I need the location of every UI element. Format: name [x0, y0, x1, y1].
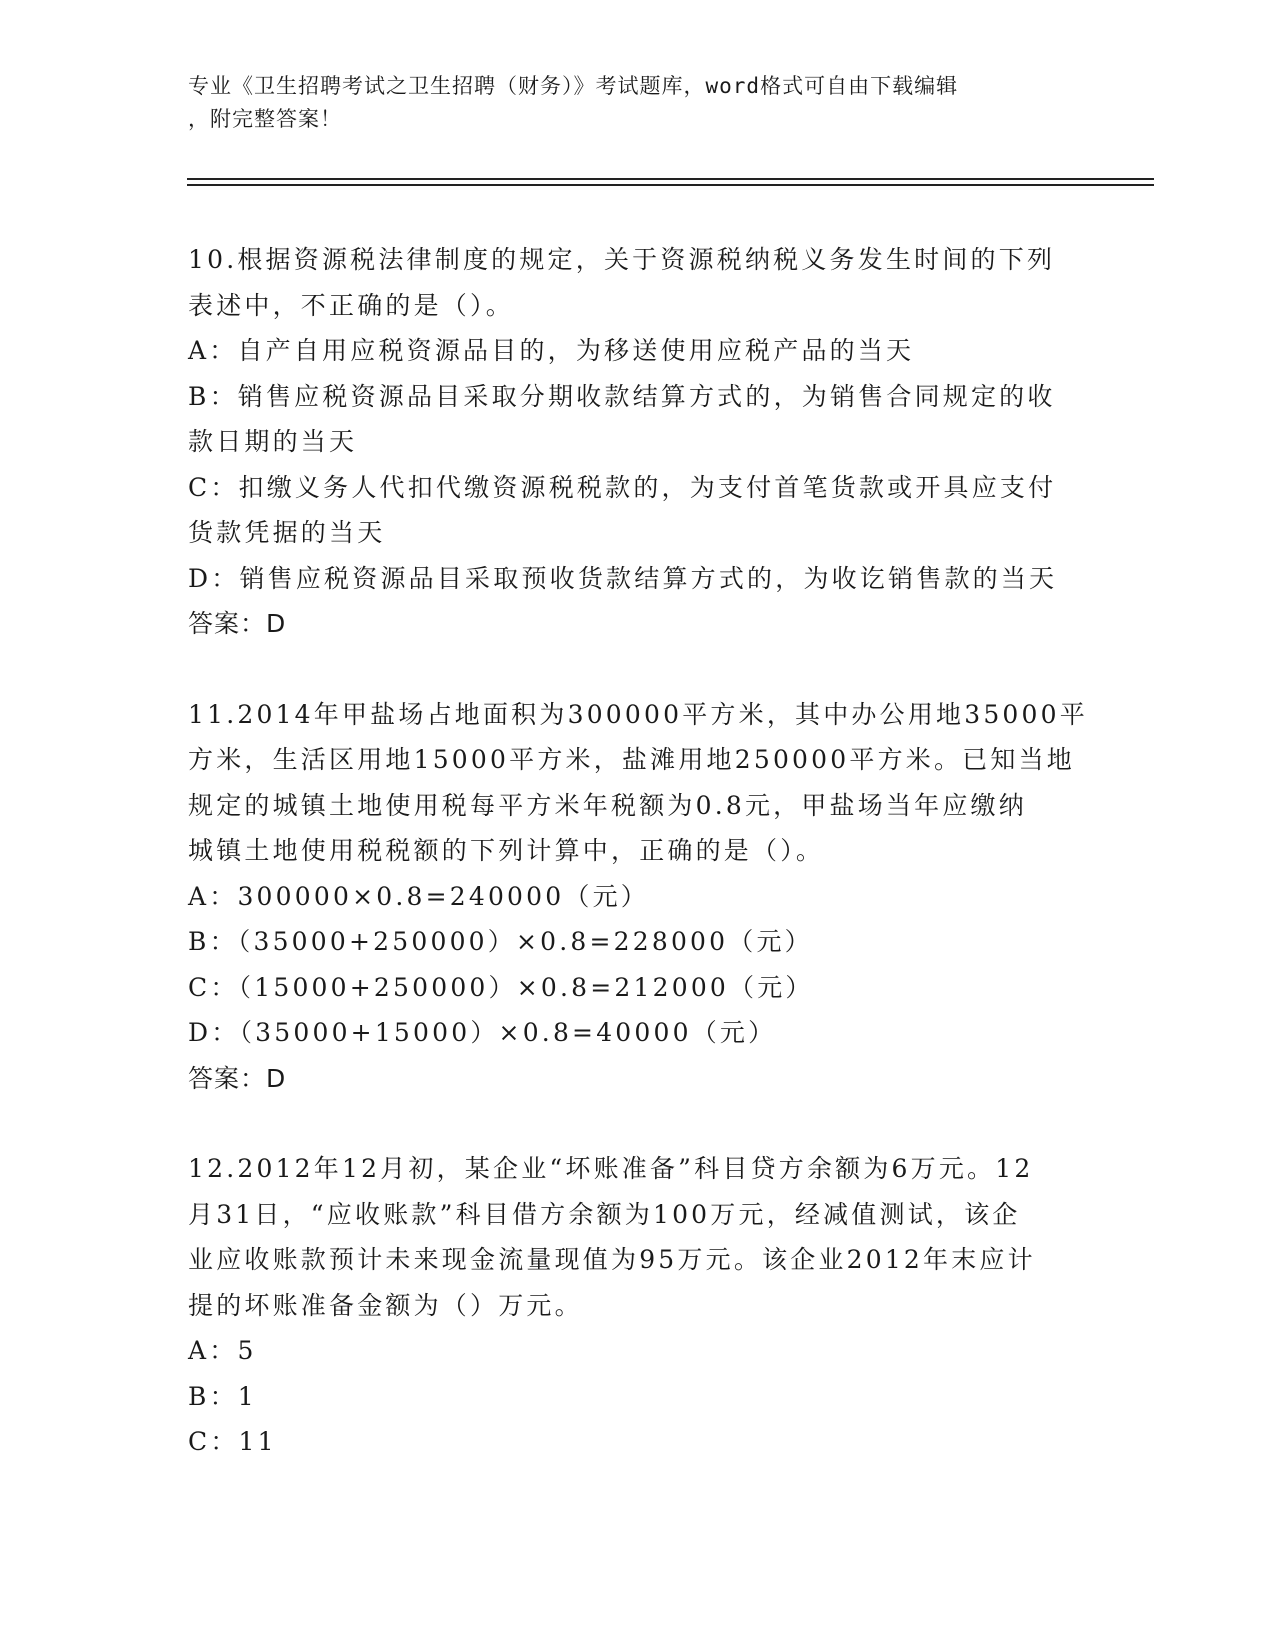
question-stem-line: 月31日，“应收账款”科目借方余额为100万元，经减值测试，该企	[188, 1199, 1021, 1229]
question-stem-line: 提的坏账准备金额为（）万元。	[188, 1290, 583, 1320]
option-a: A：300000×0.8=240000（元）	[188, 881, 649, 911]
question-stem-line: 方米，生活区用地15000平方米，盐滩用地250000平方米。已知当地	[188, 745, 1075, 774]
question-block	[188, 237, 1108, 647]
answer-label: 答案：D	[188, 1063, 287, 1093]
question-list	[188, 237, 1108, 1465]
question-stem-line: 表述中，不正确的是（）。	[188, 290, 514, 320]
question-stem-line: 11.2014年甲盐场占地面积为300000平方米，其中办公用地35000平	[188, 699, 1088, 729]
question-stem-line: 规定的城镇土地使用税每平方米年税额为0.8元，甲盐场当年应缴纳	[188, 790, 1027, 820]
question-block	[188, 1146, 1108, 1465]
option-b: B：1	[188, 1381, 257, 1411]
header-rule-top	[187, 178, 1154, 180]
question-spacer	[188, 1101, 1108, 1146]
option-c: C：（15000+250000）×0.8=212000（元）	[188, 972, 814, 1002]
option-d: D：销售应税资源品目采取预收货款结算方式的，为收讫销售款的当天	[188, 563, 1058, 593]
option-b: B：销售应税资源品目采取分期收款结算方式的，为销售合同规定的收	[188, 381, 1056, 411]
question-stem-line: 业应收账款预计未来现金流量现值为95万元。该企业2012年末应计	[188, 1245, 1036, 1274]
option-a: A：自产自用应税资源品目的，为移送使用应税产品的当天	[188, 336, 915, 365]
answer-label: 答案：D	[188, 609, 287, 638]
option-b: B：（35000+250000）×0.8=228000（元）	[188, 927, 813, 956]
option-b-continued: 款日期的当天	[188, 427, 358, 456]
header-line-1: 专业《卫生招聘考试之卫生招聘（财务）》考试题库，word格式可自由下载编辑	[188, 74, 959, 98]
header-rule-bottom	[187, 184, 1154, 186]
question-stem-line: 12.2012年12月初，某企业“坏账准备”科目贷方余额为6万元。12	[188, 1154, 1034, 1183]
option-c: C：11	[188, 1427, 277, 1456]
document-header	[188, 70, 1088, 136]
header-line-2: ，附完整答案！	[188, 107, 342, 131]
question-stem-line: 城镇土地使用税税额的下列计算中，正确的是（）。	[188, 836, 825, 865]
option-c: C：扣缴义务人代扣代缴资源税税款的，为支付首笔货款或开具应支付	[188, 472, 1057, 502]
option-d: D：（35000+15000）×0.8=40000（元）	[188, 1018, 777, 1047]
option-a: A：5	[188, 1336, 257, 1365]
question-spacer	[188, 647, 1108, 692]
option-c-continued: 货款凭据的当天	[188, 518, 386, 547]
question-stem-line: 10.根据资源税法律制度的规定，关于资源税纳税义务发生时间的下列	[188, 245, 1056, 274]
question-block	[188, 692, 1108, 1102]
